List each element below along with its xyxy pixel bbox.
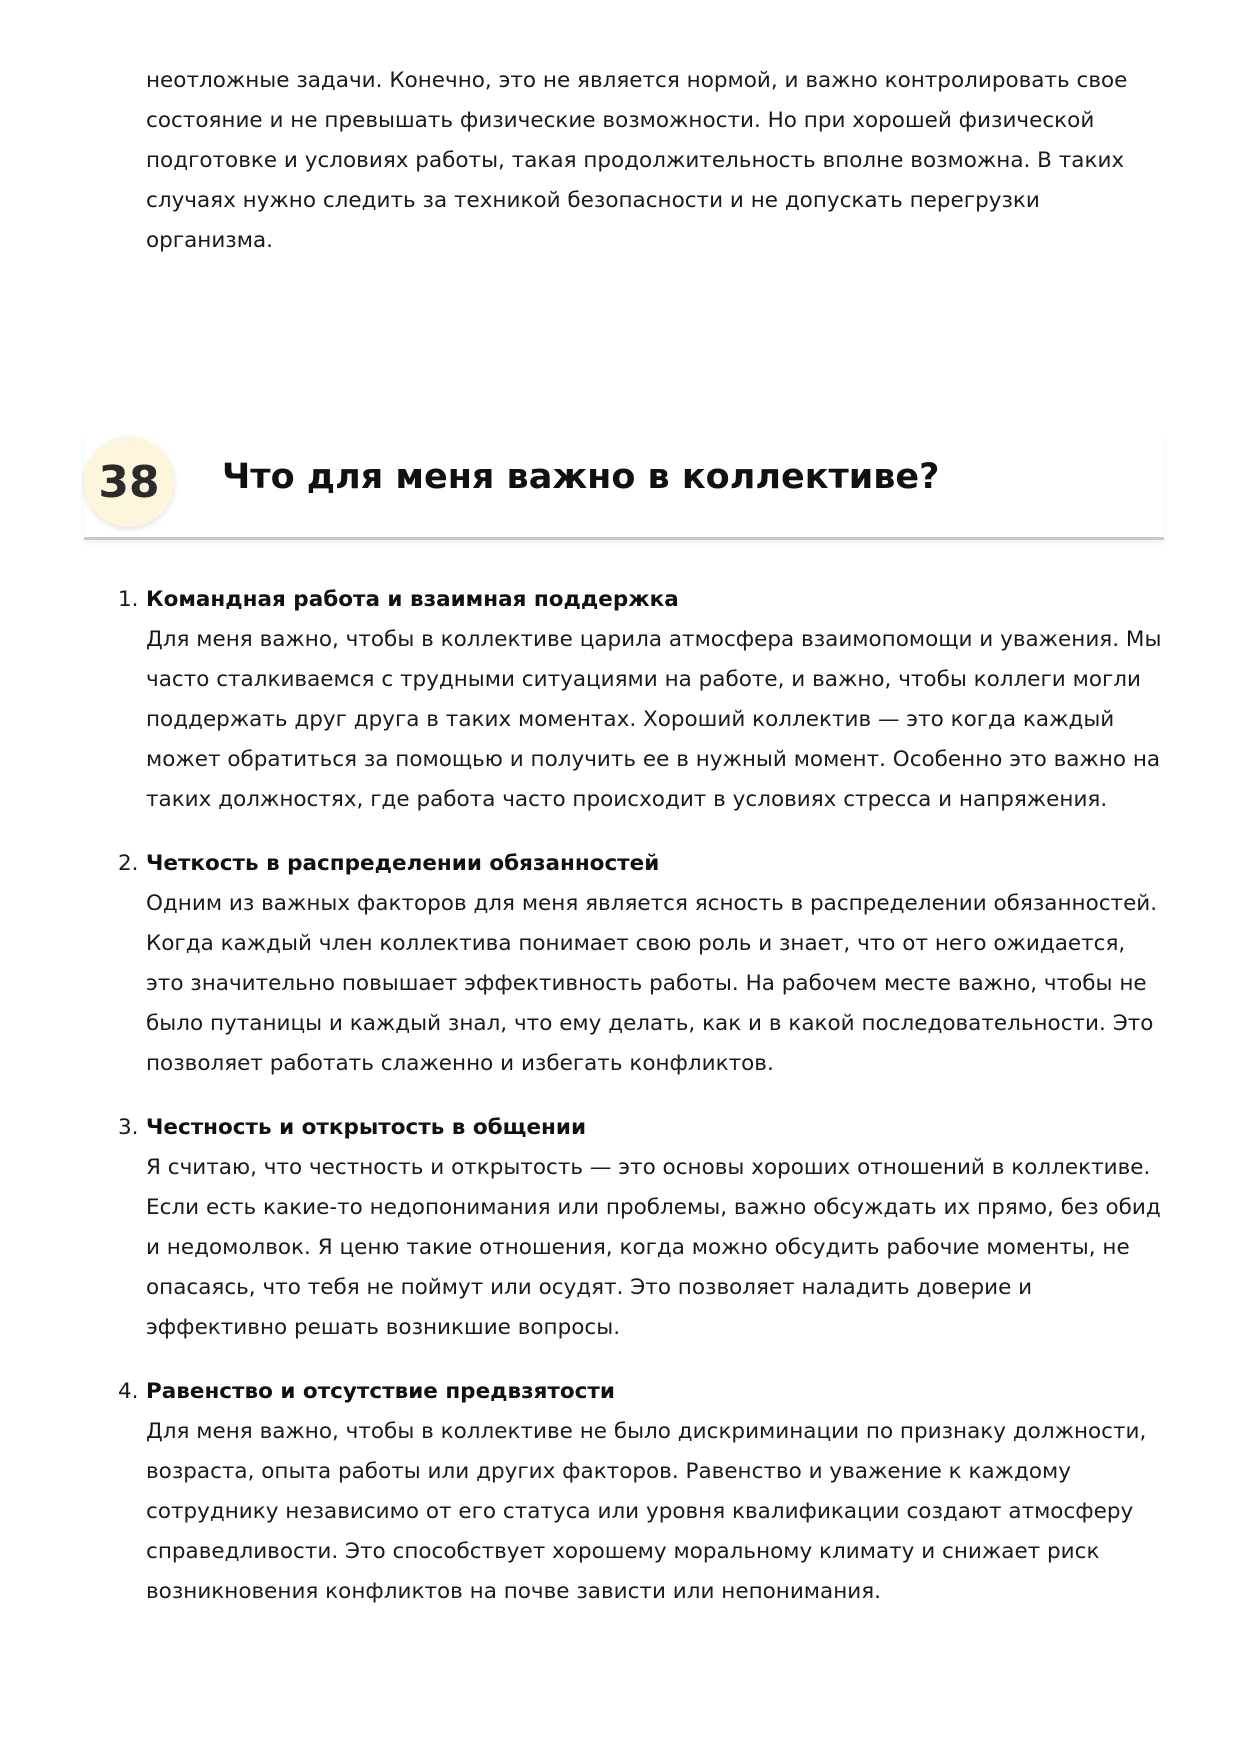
section-title: Что для меня важно в коллективе? xyxy=(222,457,940,497)
list-item-text: Для меня важно, чтобы в коллективе царила атмосфера взаимопомощи и уважения. Мы часто сталкиваемся с трудными ситуациями на работе, и важно, чтобы коллеги могли поддержать друг друга в таких моментах. Хороший коллектив — это когда каждый может обратиться за помощью и получить ее в нужный момент. Особенно это важно на таких должностях, где работа часто происходит в условиях стресса и напряжения. xyxy=(146,627,1162,812)
list-item xyxy=(118,580,1166,820)
list-item-number: 3. xyxy=(118,1115,139,1140)
list-item xyxy=(118,1108,1166,1348)
intro-paragraph: неотложные задачи. Конечно, это не является нормой, и важно контролировать свое состояние и не превышать физические возможности. Но при хорошей физической подготовке и условиях работы, такая продолжительность вполне возможна. В таких случаях нужно следить за техникой безопасности и не допускать перегрузки организма. xyxy=(146,68,1128,253)
list-item-title: Честность и открытость в общении xyxy=(146,1115,587,1140)
list-item xyxy=(118,1372,1166,1612)
list-item-text: Одним из важных факторов для меня является ясность в распределении обязанностей. Когда каждый член коллектива понимает свою роль и знает, что от него ожидается, это значительно повышает эффективность работы. На рабочем месте важно, чтобы не было путаницы и каждый знал, что ему делать, как и в какой последовательности. Это позволяет работать слаженно и избегать конфликтов. xyxy=(146,891,1158,1076)
list-item-number: 1. xyxy=(118,587,139,612)
section-header xyxy=(84,437,1164,540)
list-item-number: 4. xyxy=(118,1379,139,1404)
list-item-number: 2. xyxy=(118,851,139,876)
numbered-list xyxy=(118,580,1166,1636)
list-item-title: Командная работа и взаимная поддержка xyxy=(146,587,679,612)
list-item-text: Я считаю, что честность и открытость — это основы хороших отношений в коллективе. Если есть какие-то недопонимания или проблемы, важно обсуждать их прямо, без обид и недомолвок. Я ценю такие отношения, когда можно обсудить рабочие моменты, не опасаясь, что тебя не поймут или осудят. Это позволяет наладить доверие и эффективно решать возникшие вопросы. xyxy=(146,1155,1161,1340)
list-item-text: Для меня важно, чтобы в коллективе не было дискриминации по признаку должности, возраста, опыта работы или других факторов. Равенство и уважение к каждому сотруднику независимо от его статуса или уровня квалификации создают атмосферу справедливости. Это способствует хорошему моральному климату и снижает риск возникновения конфликтов на почве зависти или непонимания. xyxy=(146,1419,1147,1604)
list-item xyxy=(118,844,1166,1084)
section-number-badge: 38 xyxy=(84,437,174,527)
list-item-title: Четкость в распределении обязанностей xyxy=(146,851,660,876)
list-item-title: Равенство и отсутствие предвзятости xyxy=(146,1379,615,1404)
